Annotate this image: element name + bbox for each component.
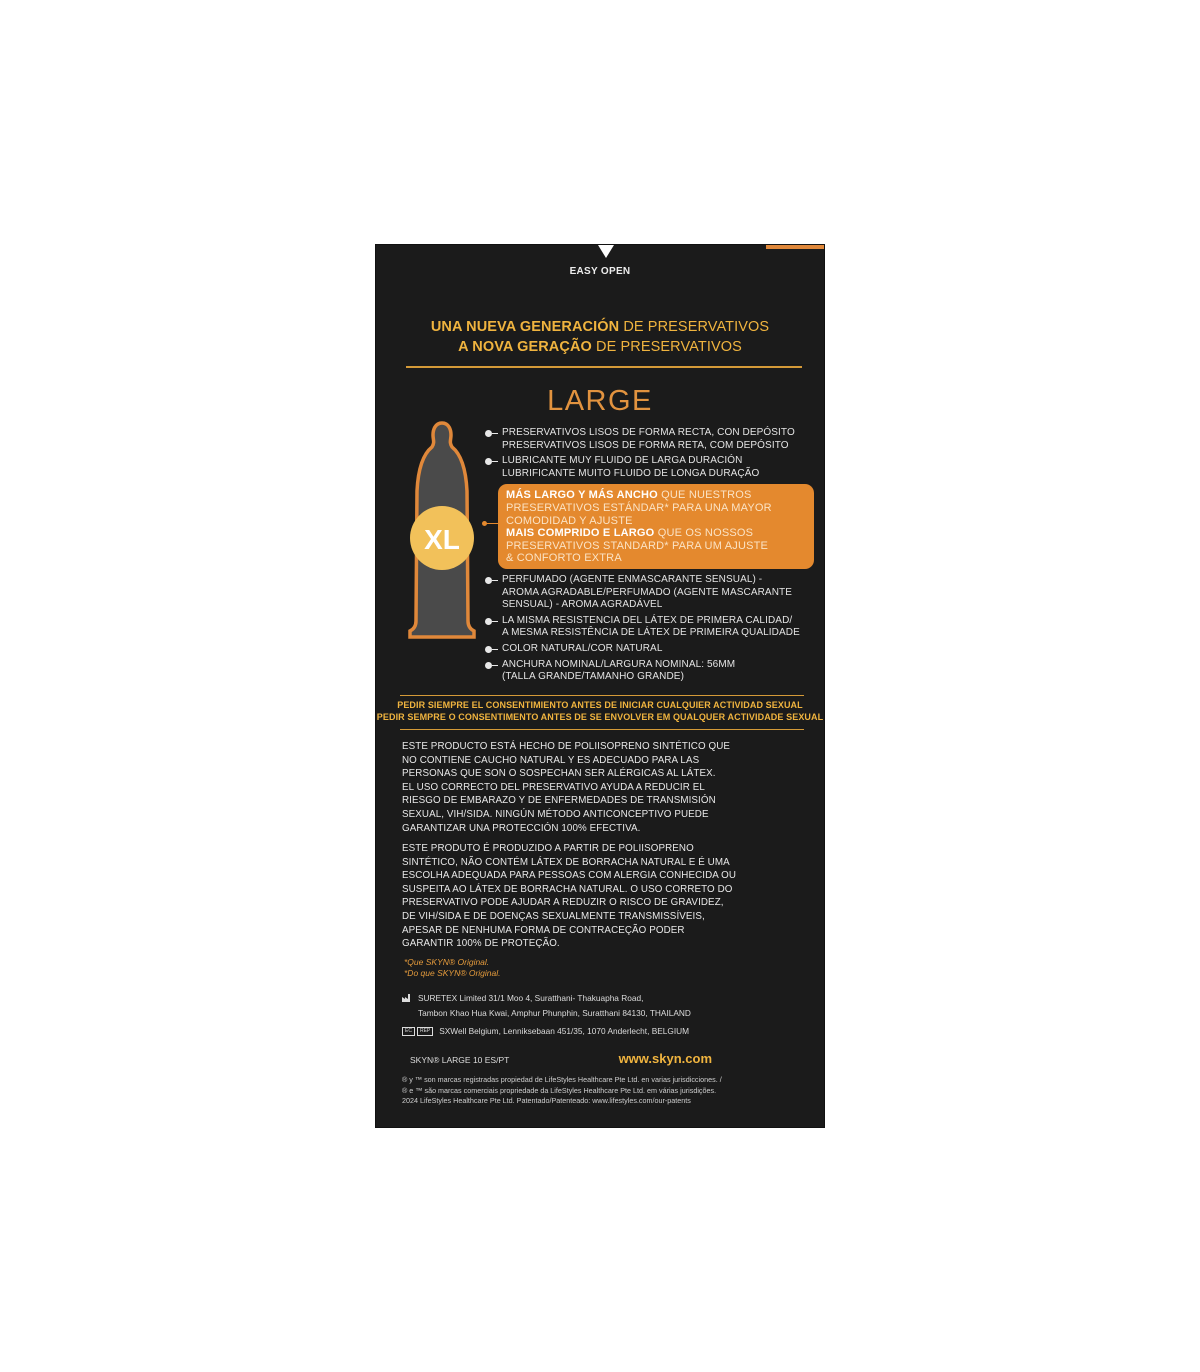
feature-line: PERFUMADO (AGENTE ENMASCARANTE SENSUAL) - [502, 573, 763, 585]
headline [376, 317, 824, 357]
legal-line: ® y ™ son marcas registradas propiedad de LifeStyles Healthcare Pte Ltd. en varias jurisdicciones. / [402, 1075, 722, 1084]
paragraph-line: NO CONTIENE CAUCHO NATURAL Y ES ADECUADO PARA LAS [402, 754, 700, 766]
feature-item [484, 574, 814, 612]
feature-line: A MESMA RESISTÊNCIA DE LÁTEX DE PRIMEIRA QUALIDADE [502, 627, 800, 639]
paragraph-line: SUSPEITA AO LÁTEX DE BORRACHA NATURAL. O USO CORRETO DO [402, 883, 733, 895]
highlight-pt-rest: QUE OS NOSSOS [654, 527, 754, 540]
xl-badge-text: XL [424, 524, 460, 555]
feature-item [484, 643, 814, 656]
headline-es-rest: DE PRESERVATIVOS [619, 319, 770, 335]
manufacturer-line: SURETEX Limited 31/1 Moo 4, Suratthani- Thakuapha Road, [418, 993, 644, 1003]
feature-line: LA MISMA RESISTENCIA DEL LÁTEX DE PRIMERA CALIDAD/ [502, 614, 793, 626]
ec-tag: EC [402, 1027, 415, 1036]
highlight-line: PRESERVATIVOS STANDARD* PARA UM AJUSTE [506, 539, 769, 552]
bullet-icon [485, 662, 492, 669]
feature-item [484, 427, 814, 452]
tear-notch [598, 245, 614, 258]
feature-line: ANCHURA NOMINAL/LARGURA NOMINAL: 56MM [502, 658, 736, 670]
size-title: LARGE [547, 385, 653, 417]
legal-text [402, 1075, 722, 1107]
feature-item [484, 659, 814, 684]
highlight-line [506, 527, 806, 540]
paragraph-line: SINTÉTICO, NÃO CONTÉM LÁTEX DE BORRACHA NATURAL E É UMA [402, 856, 730, 868]
package-back [376, 245, 824, 1127]
footnote: *Do que SKYN® Original. [404, 968, 501, 978]
manufacturer-info [402, 991, 691, 1021]
divider [406, 366, 802, 368]
bullet-icon [485, 618, 492, 625]
paragraph-line: ESTE PRODUCTO ESTÁ HECHO DE POLIISOPRENO SINTÉTICO QUE [402, 741, 731, 752]
feature-line: COLOR NATURAL/COR NATURAL [502, 642, 663, 654]
feature-item [484, 615, 814, 640]
divider [400, 695, 804, 696]
orange-corner [766, 245, 824, 249]
headline-pt-rest: DE PRESERVATIVOS [591, 339, 742, 355]
highlight-line: & CONFORTO EXTRA [506, 552, 622, 565]
paragraph-line: SEXUAL, VIH/SIDA. NINGÚN MÉTODO ANTICONCEPTIVO PUEDE [402, 808, 709, 820]
legal-line: 2024 LifeStyles Healthcare Pte Ltd. Patentado/Patenteado: www.lifestyles.com/our-patents [402, 1096, 691, 1105]
feature-line: (TALLA GRANDE/TAMANHO GRANDE) [502, 671, 684, 683]
consent-line: PEDIR SEMPRE O CONSENTIMENTO ANTES DE SE ENVOLVER EM QUALQUER ACTIVIDADE SEXUAL [376, 712, 824, 722]
factory-icon [402, 994, 414, 1002]
bullet-icon [485, 577, 492, 584]
feature-line: AROMA AGRADABLE/PERFUMADO (AGENTE MASCARANTE [502, 586, 793, 598]
feature-line: SENSUAL) - AROMA AGRADÁVEL [502, 599, 663, 611]
eu-representative [402, 1025, 689, 1037]
rep-tag: REP [417, 1027, 433, 1036]
footnote: *Que SKYN® Original. [404, 957, 490, 967]
paragraph-line: RIESGO DE EMBARAZO Y DE ENFERMEDADES DE TRANSMISIÓN [402, 795, 716, 807]
feature-line: LUBRICANTE MUY FLUIDO DE LARGA DURACIÓN [502, 455, 743, 467]
highlight-es-rest: QUE NUESTROS [657, 489, 752, 502]
feature-list [484, 427, 814, 687]
highlight-es-bold: MÁS LARGO Y MÁS ANCHO [506, 489, 658, 502]
manufacturer-row [402, 991, 691, 1006]
consent-notice [376, 699, 824, 723]
description-pt [402, 842, 737, 951]
highlight-box [498, 484, 814, 569]
bullet-icon [485, 458, 492, 465]
headline-line-pt [376, 337, 824, 357]
paragraph-line: ESTE PRODUTO É PRODUZIDO A PARTIR DE POLIISOPRENO [402, 843, 694, 854]
highlight-line: COMODIDAD Y AJUSTE [506, 514, 633, 527]
bullet-icon [485, 430, 492, 437]
feature-line: LUBRIFICANTE MUITO FLUIDO DE LONGA DURAÇÃO [502, 467, 760, 479]
highlight-line [506, 489, 806, 502]
easy-open-label: EASY OPEN [569, 266, 631, 277]
feature-item [484, 455, 814, 480]
headline-es-bold: UNA NUEVA GENERACIÓN [430, 319, 620, 335]
website-link: www.skyn.com [618, 1051, 712, 1066]
consent-line: PEDIR SIEMPRE EL CONSENTIMIENTO ANTES DE INICIAR CUALQUIER ACTIVIDAD SEXUAL [397, 700, 803, 710]
paragraph-line: DE VIH/SIDA E DE DOENÇAS SEXUALMENTE TRANSMISSÍVEIS, [402, 910, 705, 922]
highlight-pt-bold: MAIS COMPRIDO E LARGO [506, 527, 655, 540]
manufacturer-line: Tambon Khao Hua Kwai, Amphur Phunphin, Suratthani 84130, THAILAND [418, 1008, 691, 1018]
divider [400, 729, 804, 730]
paragraph-line: PRESERVATIVO PODE AJUDAR A REDUZIR O RISCO DE GRAVIDEZ, [402, 897, 724, 909]
paragraph-line: PERSONAS QUE SON O SOSPECHAN SER ALÉRGICAS AL LÁTEX. [402, 768, 716, 780]
footnotes [404, 957, 501, 979]
headline-line-es [376, 317, 824, 337]
paragraph-line: APESAR DE NENHUMA FORMA DE CONTRACEÇÃO PODER [402, 924, 685, 936]
headline-pt-bold: A NOVA GERAÇÃO [458, 339, 592, 355]
condom-illustration [406, 421, 478, 639]
bullet-icon [485, 646, 492, 653]
feature-line: PRESERVATIVOS LISOS DE FORMA RECTA, CON DEPÓSITO [502, 427, 795, 438]
paragraph-line: ESCOLHA ADEQUADA PARA PESSOAS COM ALERGIA CONHECIDA OU [402, 870, 737, 882]
paragraph-line: EL USO CORRECTO DEL PRESERVATIVO AYUDA A REDUCIR EL [402, 781, 705, 793]
rep-address: SXWell Belgium, Lenniksebaan 451/35, 1070 Anderlecht, BELGIUM [439, 1026, 690, 1036]
product-code: SKYN® LARGE 10 ES/PT [410, 1055, 510, 1065]
legal-line: ® e ™ são marcas comerciais propriedade da LifeStyles Healthcare Pte Ltd. em várias jurisdições. [402, 1085, 717, 1095]
paragraph-line: GARANTIZAR UNA PROTECCIÓN 100% EFECTIVA. [402, 822, 641, 834]
feature-line: PRESERVATIVOS LISOS DE FORMA RETA, COM DEPÓSITO [502, 439, 789, 451]
highlight-line: PRESERVATIVOS ESTÁNDAR* PARA UNA MAYOR [506, 501, 772, 514]
description-es [402, 740, 731, 835]
paragraph-line: GARANTIR 100% DE PROTEÇÃO. [402, 938, 560, 950]
